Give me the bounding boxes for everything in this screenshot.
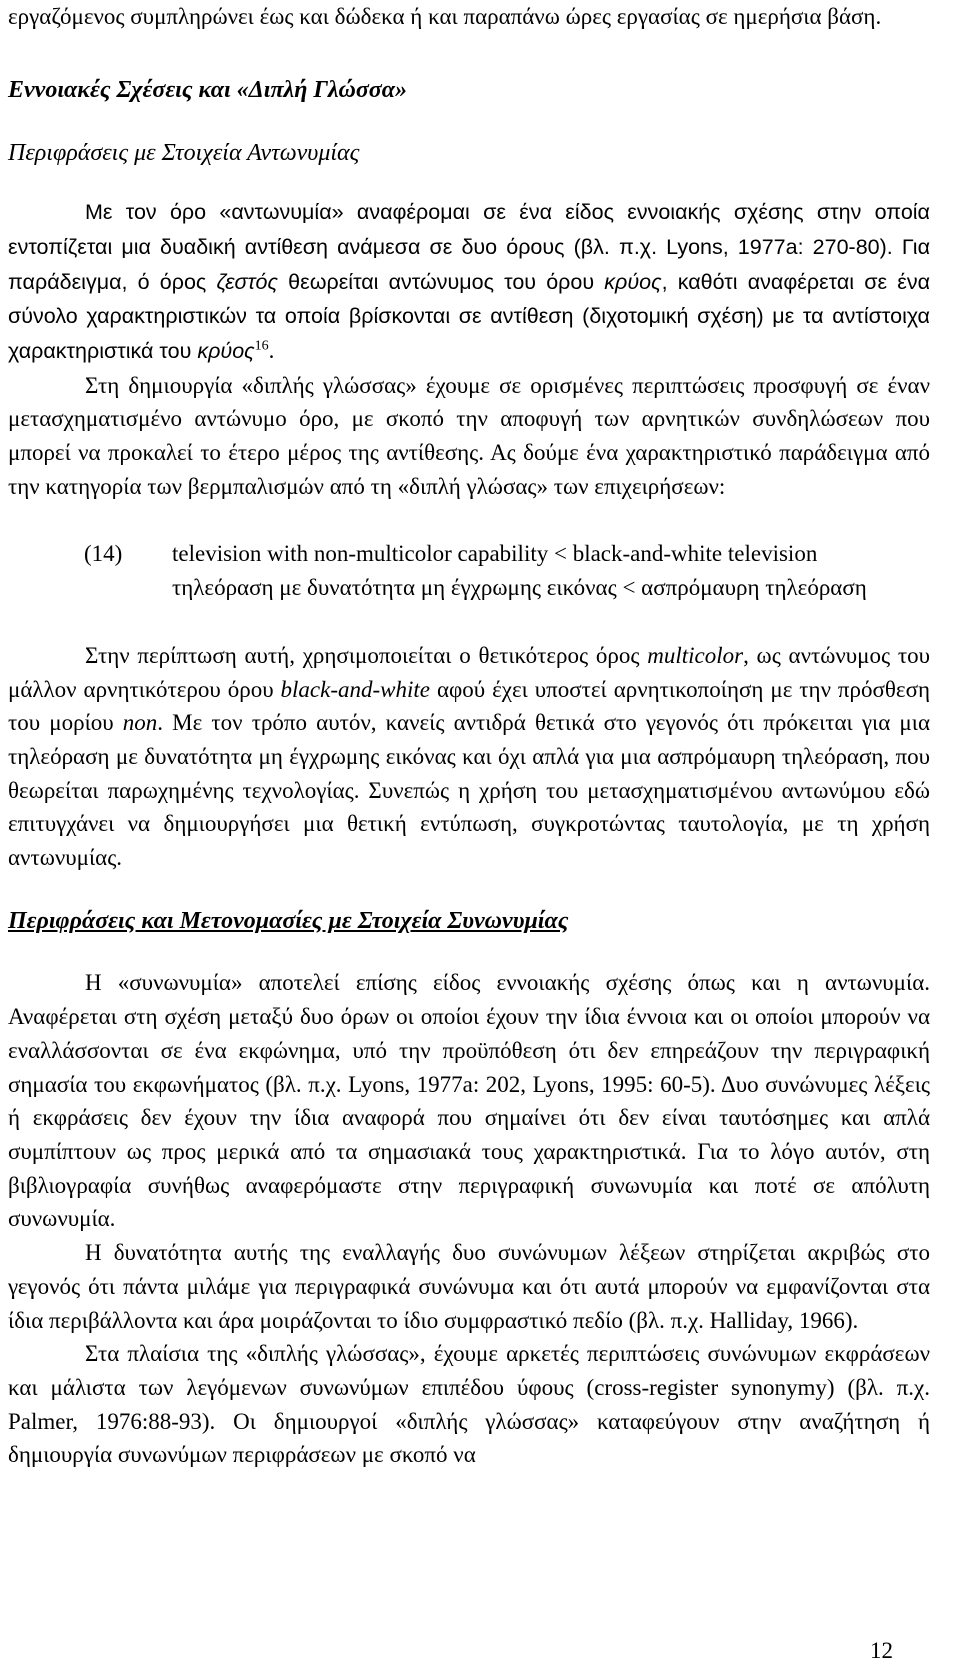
synonymy-paragraph: Η «συνωνυμία» αποτελεί επίσης είδος εννοιακής σχέσης όπως και η αντωνυμία. Αναφέρεται στη σχέση μεταξύ δυο όρων οι οποίοι έχουν την ίδια έννοια και οι οποίοι μπορούν να εναλλάσσονται σε ένα εκφώνημα, υπό την προϋπόθεση ότι δεν επηρεάζουν την περιγραφική σημασία του εκφωνήματος (βλ. π.χ. Lyons, 1977a: 202, Lyons, 1995: 60-5). Δυο συνώνυμες λέξεις ή εκφράσεις δεν έχουν την ίδια αναφορά που σημαίνει ότι δεν είναι ταυτόσημες και απλά συμπίπτουν ως προς μερικά από τα σημασιακά τους χαρακτηριστικά. Για το λόγο αυτόν, στη βιβλιογραφία συνήθως αναφερόμαστε στην περιγραφική συνωνυμία και ποτέ σε απόλυτη συνωνυμία. (8, 970, 930, 1232)
section-heading: Περιφράσεις και Μετονομασίες με Στοιχεία Συνωνυμίας (8, 907, 569, 934)
term-italic: black-and-white (280, 676, 430, 702)
paragraph-text: αφού έχει υποστεί αρνητικοποίηση με την πρόσθεση του μορίου (8, 676, 931, 736)
example-14 (8, 537, 930, 604)
double-language-paragraph: Στη δημιουργία «διπλής γλώσσας» έχουμε σε ορισμένες περιπτώσεις προσφυγή σε έναν μετασχηματισμένο αντώνυμο όρο, με σκοπό την αποφυγή των αρνητικών συνδηλώσεων που μπορεί να προκαλεί το έτερο μέρος της αντίθεσης. Ας δούμε ένα χαρακτηριστικό παράδειγμα από την κατηγορία των βερμπαλισμών από τη «διπλή γλώσας» των επιχειρήσεων: (8, 372, 930, 499)
term-italic: multicolor (647, 642, 744, 668)
synonymy-paragraph: Στα πλαίσια της «διπλής γλώσσας», έχουμε αρκετές περιπτώσεις συνώνυμων εκφράσεων και μάλιστα των λεγόμενων συνωνύμων επιπέδου ύφους (cross-register synonymy) (βλ. π.χ. Palmer, 1976:88-93). Οι δημιουργοί «διπλής γλώσσας» καταφεύγουν στην αναζήτηση ή δημιουργία συνωνύμων περιφράσεων με σκοπό να (8, 1341, 930, 1468)
term-italic: ζεστός (216, 269, 278, 294)
page-number: 12 (870, 1638, 893, 1663)
paragraph-text: Στην περίπτωση αυτή, χρησιμοποιείται ο θετικότερος όρος (85, 642, 648, 668)
synonymy-paragraph: Η δυνατότητα αυτής της εναλλαγής δυο συνώνυμων λέξεων στηρίζεται ακριβώς στο γεγονός ότι πάντα μιλάμε για περιγραφικά συνώνυμα και ότι αυτά μπορούν να εμφανίζονται στα ίδια περιβάλλοντα και άρα μοιράζονται το ίδιο συμφραστικό πεδίο (βλ. π.χ. Halliday, 1966). (8, 1240, 930, 1333)
paragraph-text: . (268, 337, 275, 363)
multicolor-paragraph (8, 639, 930, 875)
term-italic: κρύος (604, 269, 662, 294)
paragraph-text: Για παράδειγμα, ό όρος (8, 234, 930, 294)
example-english: television with non-multicolor capability < black-and-white television (172, 541, 818, 567)
term-italic: non (122, 710, 158, 736)
antonymy-paragraph (8, 195, 930, 369)
continued-paragraph: εργαζόμενος συμπληρώνει έως και δώδεκα ή και παραπάνω ώρες εργασίας σε ημερήσια βάση. (8, 4, 882, 29)
section-heading: Εννοιακές Σχέσεις και «Διπλή Γλώσσα» (8, 76, 408, 103)
example-number: (14) (84, 541, 123, 567)
paragraph-text: . Με τον τρόπο αυτόν, κανείς αντιδρά θετικά στο γεγονός ότι πρόκειται για μια τηλεόραση με δυνατότητα μη έγχρωμης εικόνας και όχι απλά για μια ασπρόμαυρη τηλεόραση, που θεωρείται παρωχημένης τεχνολογίας. Συνεπώς η χρήση του μετασχηματισμένου αντωνύμου εδώ επιτυγχάνει να δημιουργήσει μια θετική εντύπωση, συγκροτώντας ταυτολογία, με τη χρήση αντωνυμίας. (8, 710, 930, 871)
example-body (172, 537, 930, 604)
paragraph-text: , καθότι αναφέρεται σε ένα σύνολο χαρακτηριστικών τα οποία βρίσκονται σε αντίθεση (διχοτομική σχέση) με τα αντίστοιχα χαρακτηριστικά του (8, 269, 930, 363)
footnote-marker: 16 (254, 338, 269, 354)
paragraph-text: , ως αντώνυμος του μάλλον αρνητικότερου όρου (8, 642, 930, 702)
document-page (8, 0, 930, 1472)
paragraph-text: θεωρείται αντώνυμος του όρου (277, 269, 605, 294)
subsection-heading: Περιφράσεις με Στοιχεία Αντωνυμίας (8, 140, 360, 167)
paragraph-text: Με τον όρο «αντωνυμία» αναφέρομαι σε ένα είδος εννοιακής σχέσης στην οποία εντοπίζεται μια δυαδική αντίθεση ανάμεσα σε δυο όρους (βλ. π.χ. Lyons, 1977a: 270-80). (8, 200, 930, 259)
example-greek: τηλεόραση με δυνατότητα μη έγχρωμης εικόνας < ασπρόμαυρη τηλεόραση (172, 575, 867, 601)
term-italic: κρύος (197, 338, 255, 363)
